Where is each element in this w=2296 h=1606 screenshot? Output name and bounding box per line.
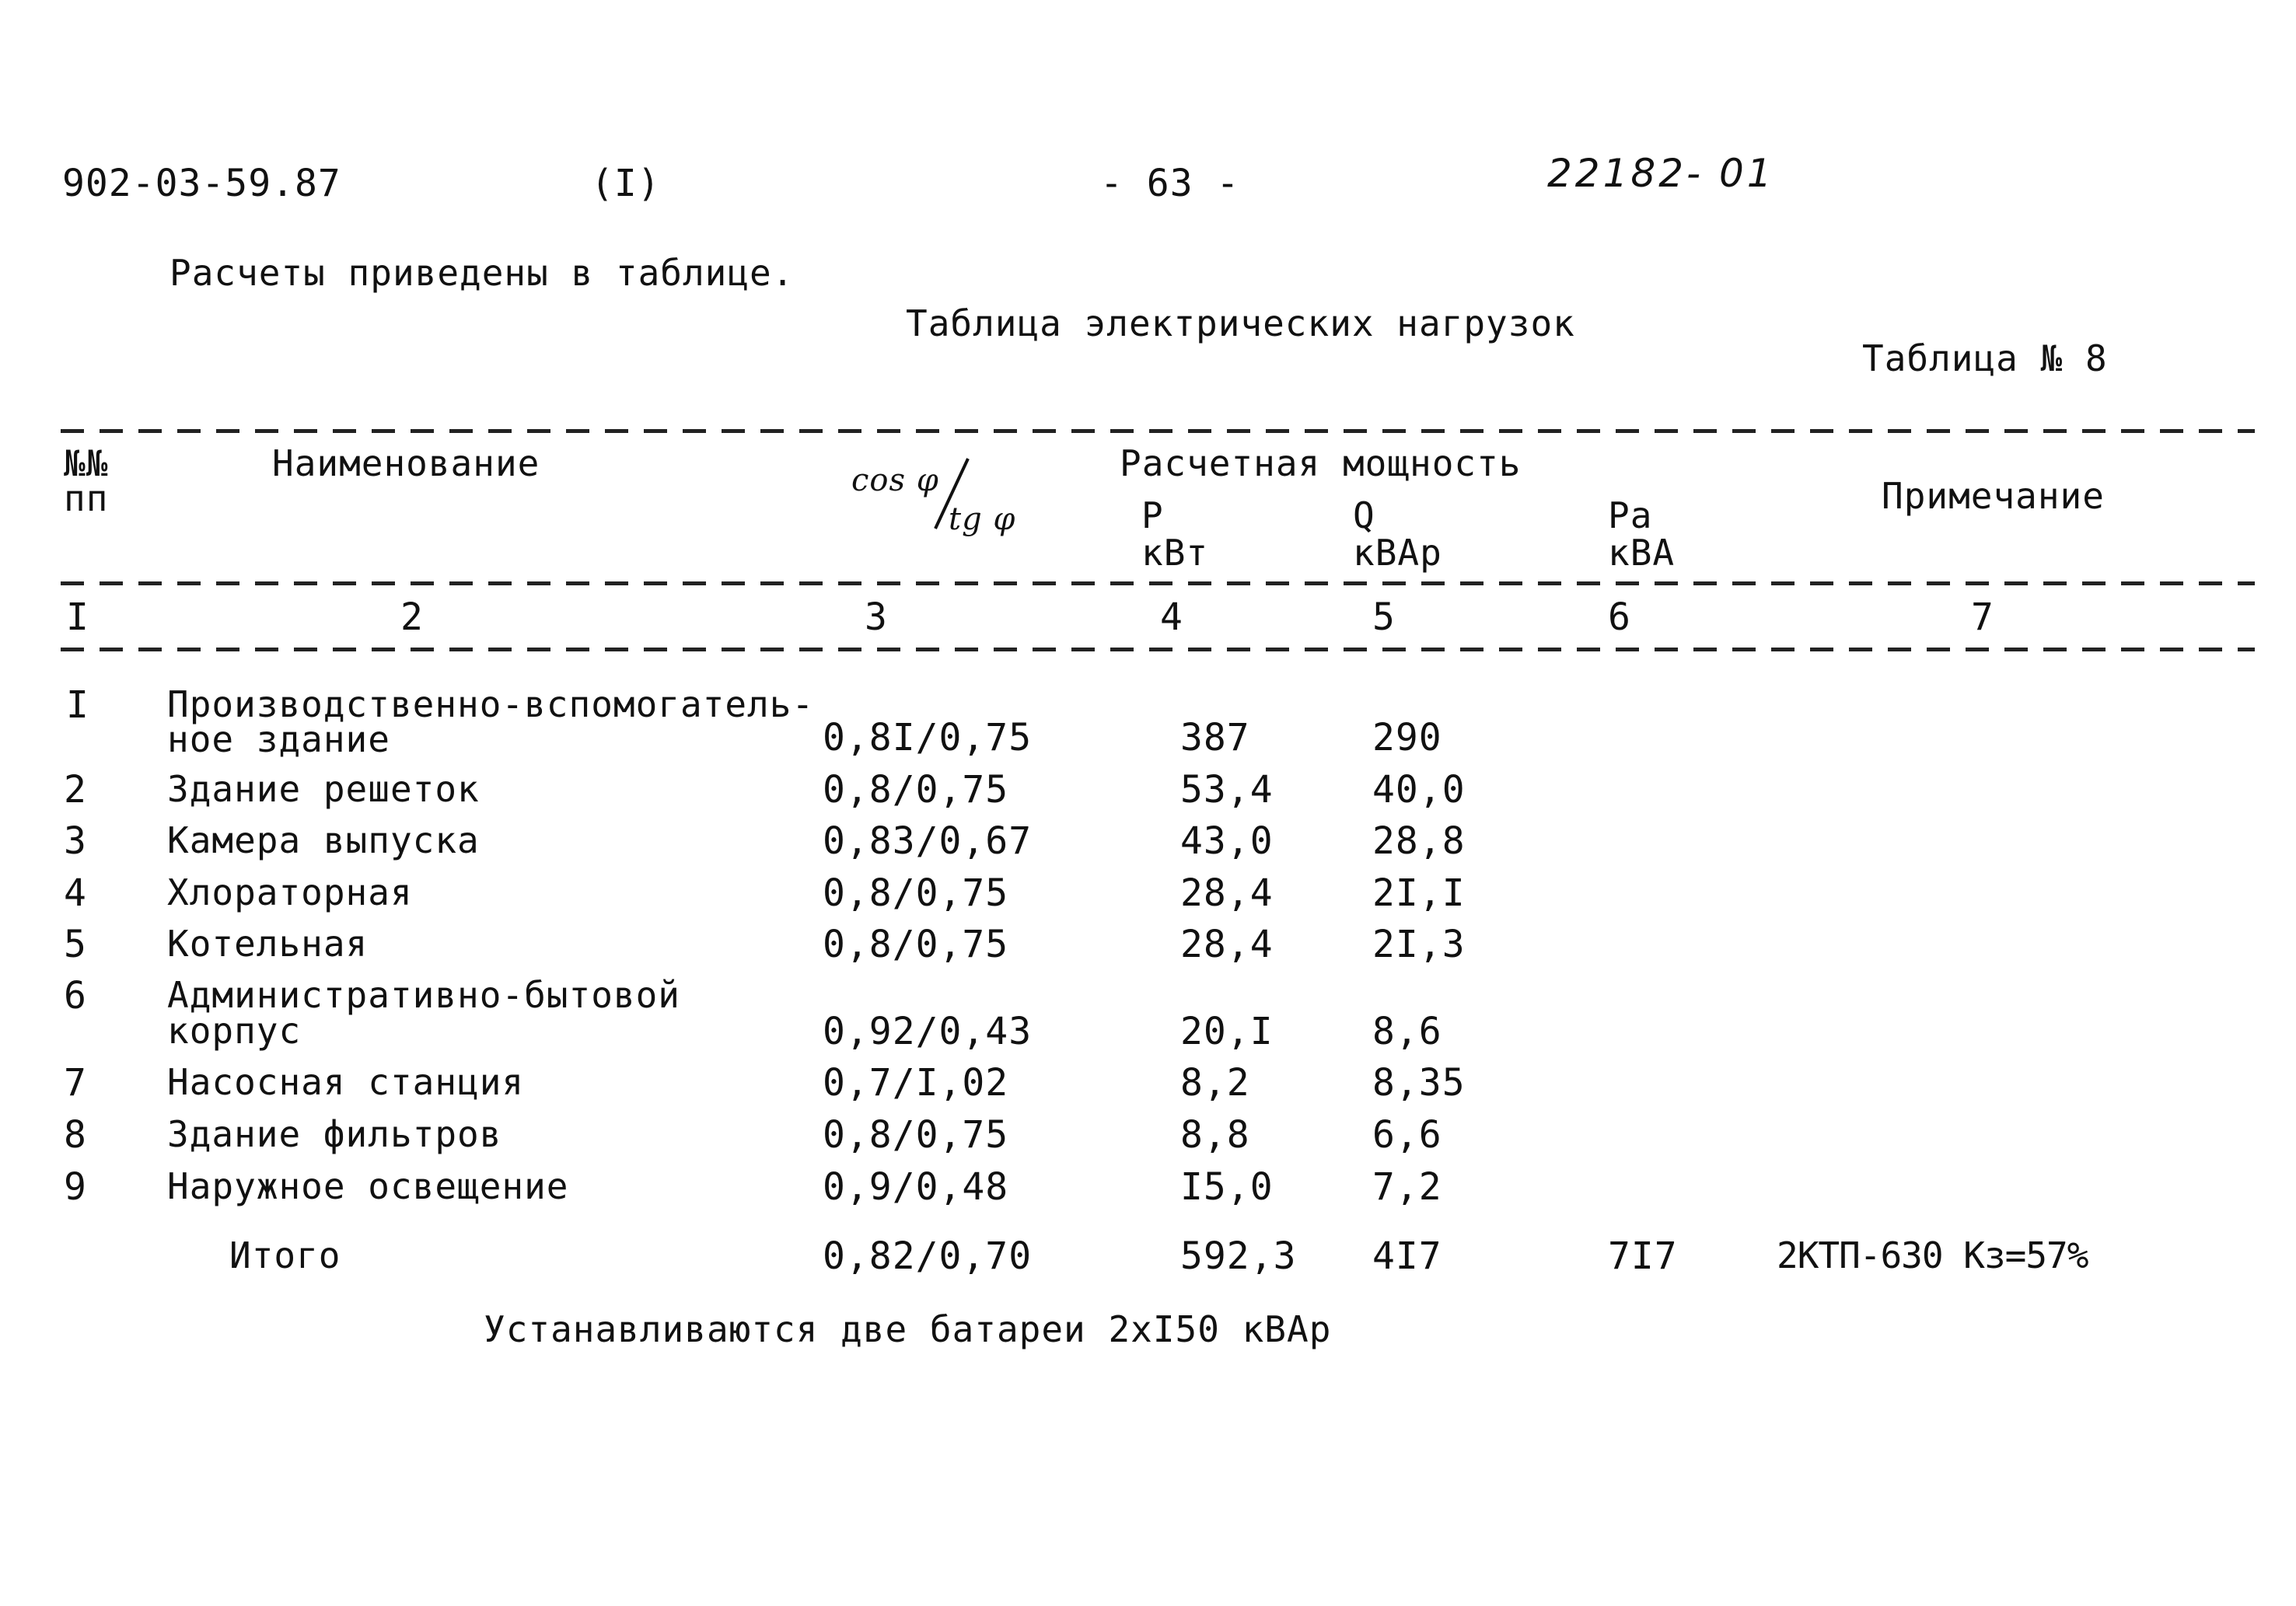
row-q: 8,35 [1372, 1061, 1466, 1105]
row-number: 2 [64, 768, 87, 812]
column-number-1: I [66, 595, 89, 639]
column-number-4: 4 [1160, 595, 1183, 639]
column-header-name: Наименование [272, 442, 540, 484]
column-number-5: 5 [1372, 595, 1396, 639]
row-p: 43,0 [1180, 819, 1274, 863]
total-pa: 7I7 [1608, 1234, 1678, 1278]
row-q: 6,6 [1372, 1113, 1442, 1157]
intro-text: Расчеты приведены в таблице. [169, 252, 795, 294]
row-q: 2I,3 [1372, 923, 1466, 966]
footer-text: Устанавливаются две батареи 2хI50 кВАр [484, 1308, 1332, 1350]
row-name-line1: Административно-бытовой [167, 974, 680, 1016]
row-q: 40,0 [1372, 768, 1466, 812]
total-label: Итого [229, 1234, 341, 1276]
header-bottom-rule [61, 581, 2255, 585]
row-p: 20,I [1180, 1010, 1274, 1053]
table-top-rule [61, 429, 2255, 433]
table-label: Таблица № 8 [1862, 337, 2108, 379]
row-number: 5 [64, 923, 87, 966]
column-numbers-rule [61, 648, 2255, 651]
row-name-line1: Производственно-вспомогатель- [167, 683, 815, 725]
row-number: 6 [64, 974, 87, 1018]
row-cos: 0,7/I,02 [823, 1061, 1009, 1105]
column-number-2: 2 [400, 595, 424, 639]
row-name-line1: Здание фильтров [167, 1113, 502, 1155]
column-number-3: 3 [865, 595, 888, 639]
row-number: 7 [64, 1061, 87, 1105]
column-header-note: Примечание [1882, 475, 2105, 517]
column-header-number-line2: пп [64, 477, 109, 519]
row-cos: 0,8/0,75 [823, 871, 1009, 915]
row-p: 8,8 [1180, 1113, 1250, 1157]
column-header-q-unit: кВАр [1353, 532, 1442, 574]
row-number: 4 [64, 871, 87, 915]
table-title: Таблица электрических нагрузок [906, 302, 1575, 344]
row-name-line2: ное здание [167, 718, 390, 760]
row-number: 9 [64, 1165, 87, 1209]
row-name-line1: Камера выпуска [167, 819, 480, 861]
row-name-line1: Здание решеток [167, 768, 480, 810]
row-name-line1: Насосная станция [167, 1061, 525, 1103]
row-cos: 0,8/0,75 [823, 923, 1009, 966]
row-p: 8,2 [1180, 1061, 1250, 1105]
row-p: 53,4 [1180, 768, 1274, 812]
column-header-p-unit: кВт [1141, 532, 1209, 574]
column-header-number-line1: №№ [64, 442, 109, 484]
row-name-line2: корпус [167, 1010, 302, 1052]
row-q: 2I,I [1372, 871, 1466, 915]
column-number-6: 6 [1608, 595, 1631, 639]
volume-number: (I) [591, 162, 661, 205]
row-cos: 0,9/0,48 [823, 1165, 1009, 1209]
column-header-pa-symbol: Pa [1608, 494, 1653, 536]
row-p: 28,4 [1180, 871, 1274, 915]
document-code: 902-03-59.87 [62, 162, 341, 205]
row-p: 28,4 [1180, 923, 1274, 966]
column-header-power-group: Расчетная мощность [1120, 442, 1522, 484]
row-q: 7,2 [1372, 1165, 1442, 1209]
row-q: 290 [1372, 716, 1442, 759]
column-header-q-symbol: Q [1353, 494, 1375, 536]
page-number: - 63 - [1100, 162, 1240, 205]
total-q: 4I7 [1372, 1234, 1442, 1278]
tg-phi-label: tg φ [949, 501, 1016, 537]
column-header-pa-unit: кВА [1608, 532, 1676, 574]
row-q: 8,6 [1372, 1010, 1442, 1053]
row-cos: 0,83/0,67 [823, 819, 1033, 863]
cos-phi-label: cos φ [851, 463, 939, 498]
row-cos: 0,8I/0,75 [823, 716, 1033, 759]
row-number: 8 [64, 1113, 87, 1157]
row-name-line1: Котельная [167, 923, 369, 965]
column-header-p-symbol: P [1141, 494, 1164, 536]
row-number: I [66, 683, 89, 727]
row-cos: 0,92/0,43 [823, 1010, 1033, 1053]
row-number: 3 [64, 819, 87, 863]
total-note: 2КТП-630 Кз=57% [1777, 1234, 2088, 1276]
row-cos: 0,8/0,75 [823, 768, 1009, 812]
row-p: 387 [1180, 716, 1250, 759]
row-cos: 0,8/0,75 [823, 1113, 1009, 1157]
row-q: 28,8 [1372, 819, 1466, 863]
sheet-code-handwritten: 22182- 01 [1547, 151, 1775, 196]
row-p: I5,0 [1180, 1165, 1274, 1209]
row-name-line1: Наружное освещение [167, 1165, 569, 1207]
total-cos: 0,82/0,70 [823, 1234, 1033, 1278]
column-number-7: 7 [1971, 595, 1994, 639]
row-name-line1: Хлораторная [167, 871, 413, 913]
total-p: 592,3 [1180, 1234, 1297, 1278]
